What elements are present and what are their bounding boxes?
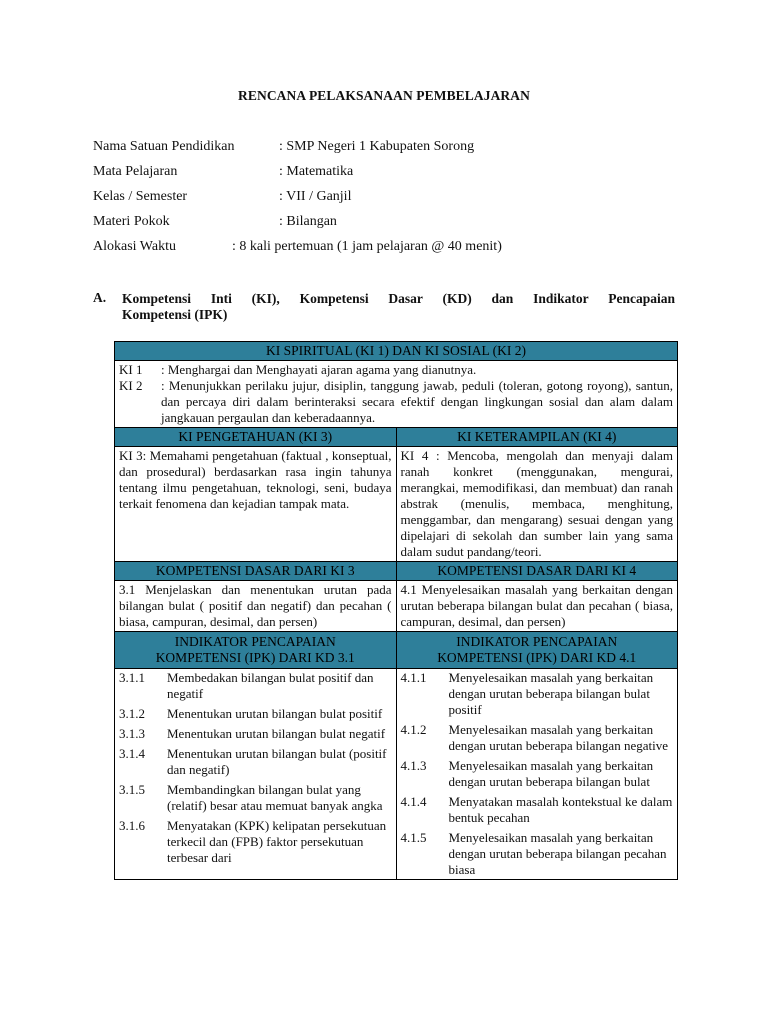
identity-row-kelas: [93, 189, 351, 205]
ipk4-num: 4.1.5: [400, 830, 427, 845]
ki-spiritual-header: KI SPIRITUAL (KI 1) DAN KI SOSIAL (KI 2): [115, 342, 678, 361]
ipk4-num: 4.1.4: [400, 794, 427, 809]
ipk4-text: Menyelesaikan masalah yang berkaitan dengan urutan beberapa bilangan bulat: [448, 758, 654, 789]
ipk3-item: [119, 818, 392, 866]
ipk4-num: 4.1.2: [400, 722, 427, 737]
ki1-code: KI 1: [119, 362, 143, 377]
ipk3-item: [119, 670, 392, 702]
ipk4-item: [401, 830, 673, 878]
mapel-label: Mata Pelajaran: [93, 164, 178, 179]
ipk3-num: 3.1.2: [119, 706, 145, 721]
ipk3-text: Menentukan urutan bilangan bulat positif: [167, 706, 383, 721]
ki4-header: KI KETERAMPILAN (KI 4): [396, 428, 677, 447]
section-title-line2: Kompetensi (IPK): [122, 307, 228, 322]
ki1-text: : Menghargai dan Menghayati ajaran agama yang dianutnya.: [161, 362, 477, 377]
ipk4-header: INDIKATOR PENCAPAIAN KOMPETENSI (IPK) DARI KD 4.1: [396, 632, 677, 669]
kd3-header: KOMPETENSI DASAR DARI KI 3: [115, 562, 397, 581]
ipk3-num: 3.1.3: [119, 726, 145, 741]
ipk4-text: Menyelesaikan masalah yang berkaitan dengan urutan beberapa bilangan negative: [448, 722, 668, 753]
materi-value: : Bilangan: [279, 214, 337, 229]
materi-label: Materi Pokok: [93, 214, 170, 229]
ipk4-item: [401, 758, 673, 790]
satuan-label: Nama Satuan Pendidikan: [93, 139, 235, 154]
ipk4-text: Menyelesaikan masalah yang berkaitan dengan urutan beberapa bilangan pecahan biasa: [448, 830, 667, 877]
section-number: A.: [93, 290, 107, 305]
identity-row-materi: [93, 214, 337, 230]
ki-spiritual-cell: [115, 361, 678, 428]
ki3-header: KI PENGETAHUAN (KI 3): [115, 428, 397, 447]
identity-row-satuan: [93, 139, 474, 155]
identity-row-mapel: [93, 164, 353, 180]
ki1-line: [119, 362, 673, 378]
ki4-text: KI 4 : Mencoba, mengolah dan menyaji dalam ranah konkret (menggunakan, mengurai, merangkai, memodifikasi, dan membuat) dan ranah abstrak (menulis, membaca, menghitung, menggambar, dan mengarang) sesuai dengan yang dipelajari di sekolah dan sumber lain yang sama dalam sudut pandang/teori.: [396, 447, 677, 562]
kd4-header: KOMPETENSI DASAR DARI KI 4: [396, 562, 677, 581]
ipk4-item: [401, 794, 673, 826]
ipk4-num: 4.1.3: [400, 758, 427, 773]
ipk3-num: 3.1.4: [119, 746, 145, 761]
ki3-text: KI 3: Memahami pengetahuan (faktual , konseptual, dan prosedural) berdasarkan rasa ingin tahunya tentang ilmu pengetahuan, teknologi, seni, budaya terkait fenomena dan kejadian tampak mata.: [115, 447, 397, 562]
identity-row-alokasi: [93, 239, 502, 255]
ipk4-item: [401, 722, 673, 754]
ipk3-item: [119, 726, 392, 742]
kd4-text: 4.1 Menyelesaikan masalah yang berkaitan dengan urutan beberapa bilangan bulat dan pecahan ( biasa, campuran, desimal, dan persen): [396, 581, 677, 632]
ipk3-item: [119, 782, 392, 814]
ipk3-text: Menentukan urutan bilangan bulat (positif dan negatif): [167, 746, 387, 777]
kelas-label: Kelas / Semester: [93, 189, 188, 204]
ipk3-text: Menentukan urutan bilangan bulat negatif: [167, 726, 386, 741]
ki2-code: KI 2: [119, 378, 143, 393]
mapel-value: : Matematika: [279, 164, 354, 179]
ipk3-num: 3.1.1: [119, 670, 145, 685]
ipk3-item: [119, 706, 392, 722]
competency-table: [114, 341, 678, 880]
kd3-text: 3.1 Menjelaskan dan menentukan urutan pada bilangan bulat ( positif dan negatif) dan pecahan ( biasa, campuran, desimal, dan persen): [115, 581, 397, 632]
ipk3-item: [119, 746, 392, 778]
ipk3-text: Menyatakan (KPK) kelipatan persekutuan terkecil dan (FPB) faktor persekutuan terbesar dari: [167, 818, 387, 865]
ipk3-header: INDIKATOR PENCAPAIAN KOMPETENSI (IPK) DARI KD 3.1: [115, 632, 397, 669]
kelas-value: : VII / Ganjil: [279, 189, 352, 204]
ipk4-num: 4.1.1: [400, 670, 427, 685]
page-title: RENCANA PELAKSANAAN PEMBELAJARAN: [238, 88, 530, 103]
ipk3-num: 3.1.6: [119, 818, 145, 833]
ipk4-text: Menyatakan masalah kontekstual ke dalam bentuk pecahan: [448, 794, 673, 825]
ipk3-num: 3.1.5: [119, 782, 145, 797]
ipk4-item: [401, 670, 673, 718]
ki2-line: [119, 378, 673, 426]
ipk3-text: Membandingkan bilangan bulat yang (relatif) besar atau memuat banyak angka: [167, 782, 383, 813]
ipk4-text: Menyelesaikan masalah yang berkaitan dengan urutan beberapa bilangan bulat positif: [448, 670, 654, 717]
alokasi-label: Alokasi Waktu: [93, 239, 176, 254]
alokasi-value: : 8 kali pertemuan (1 jam pelajaran @ 40 menit): [232, 239, 502, 254]
satuan-value: : SMP Negeri 1 Kabupaten Sorong: [279, 139, 475, 154]
ipk3-text: Membedakan bilangan bulat positif dan negatif: [167, 670, 374, 701]
ipk4-cell: [396, 669, 677, 880]
section-title-line1: Kompetensi Inti (KI), Kompetensi Dasar (KD) dan Indikator Pencapaian: [122, 291, 675, 306]
ipk3-cell: [115, 669, 397, 880]
ki2-text: : Menunjukkan perilaku jujur, disiplin, tanggung jawab, peduli (toleran, gotong royong), santun, dan percaya diri dalam berinteraksi secara efektif dengan lingkungan sosial dan alam dalam jangkauan pergaulan dan keberadaannya.: [161, 378, 673, 425]
